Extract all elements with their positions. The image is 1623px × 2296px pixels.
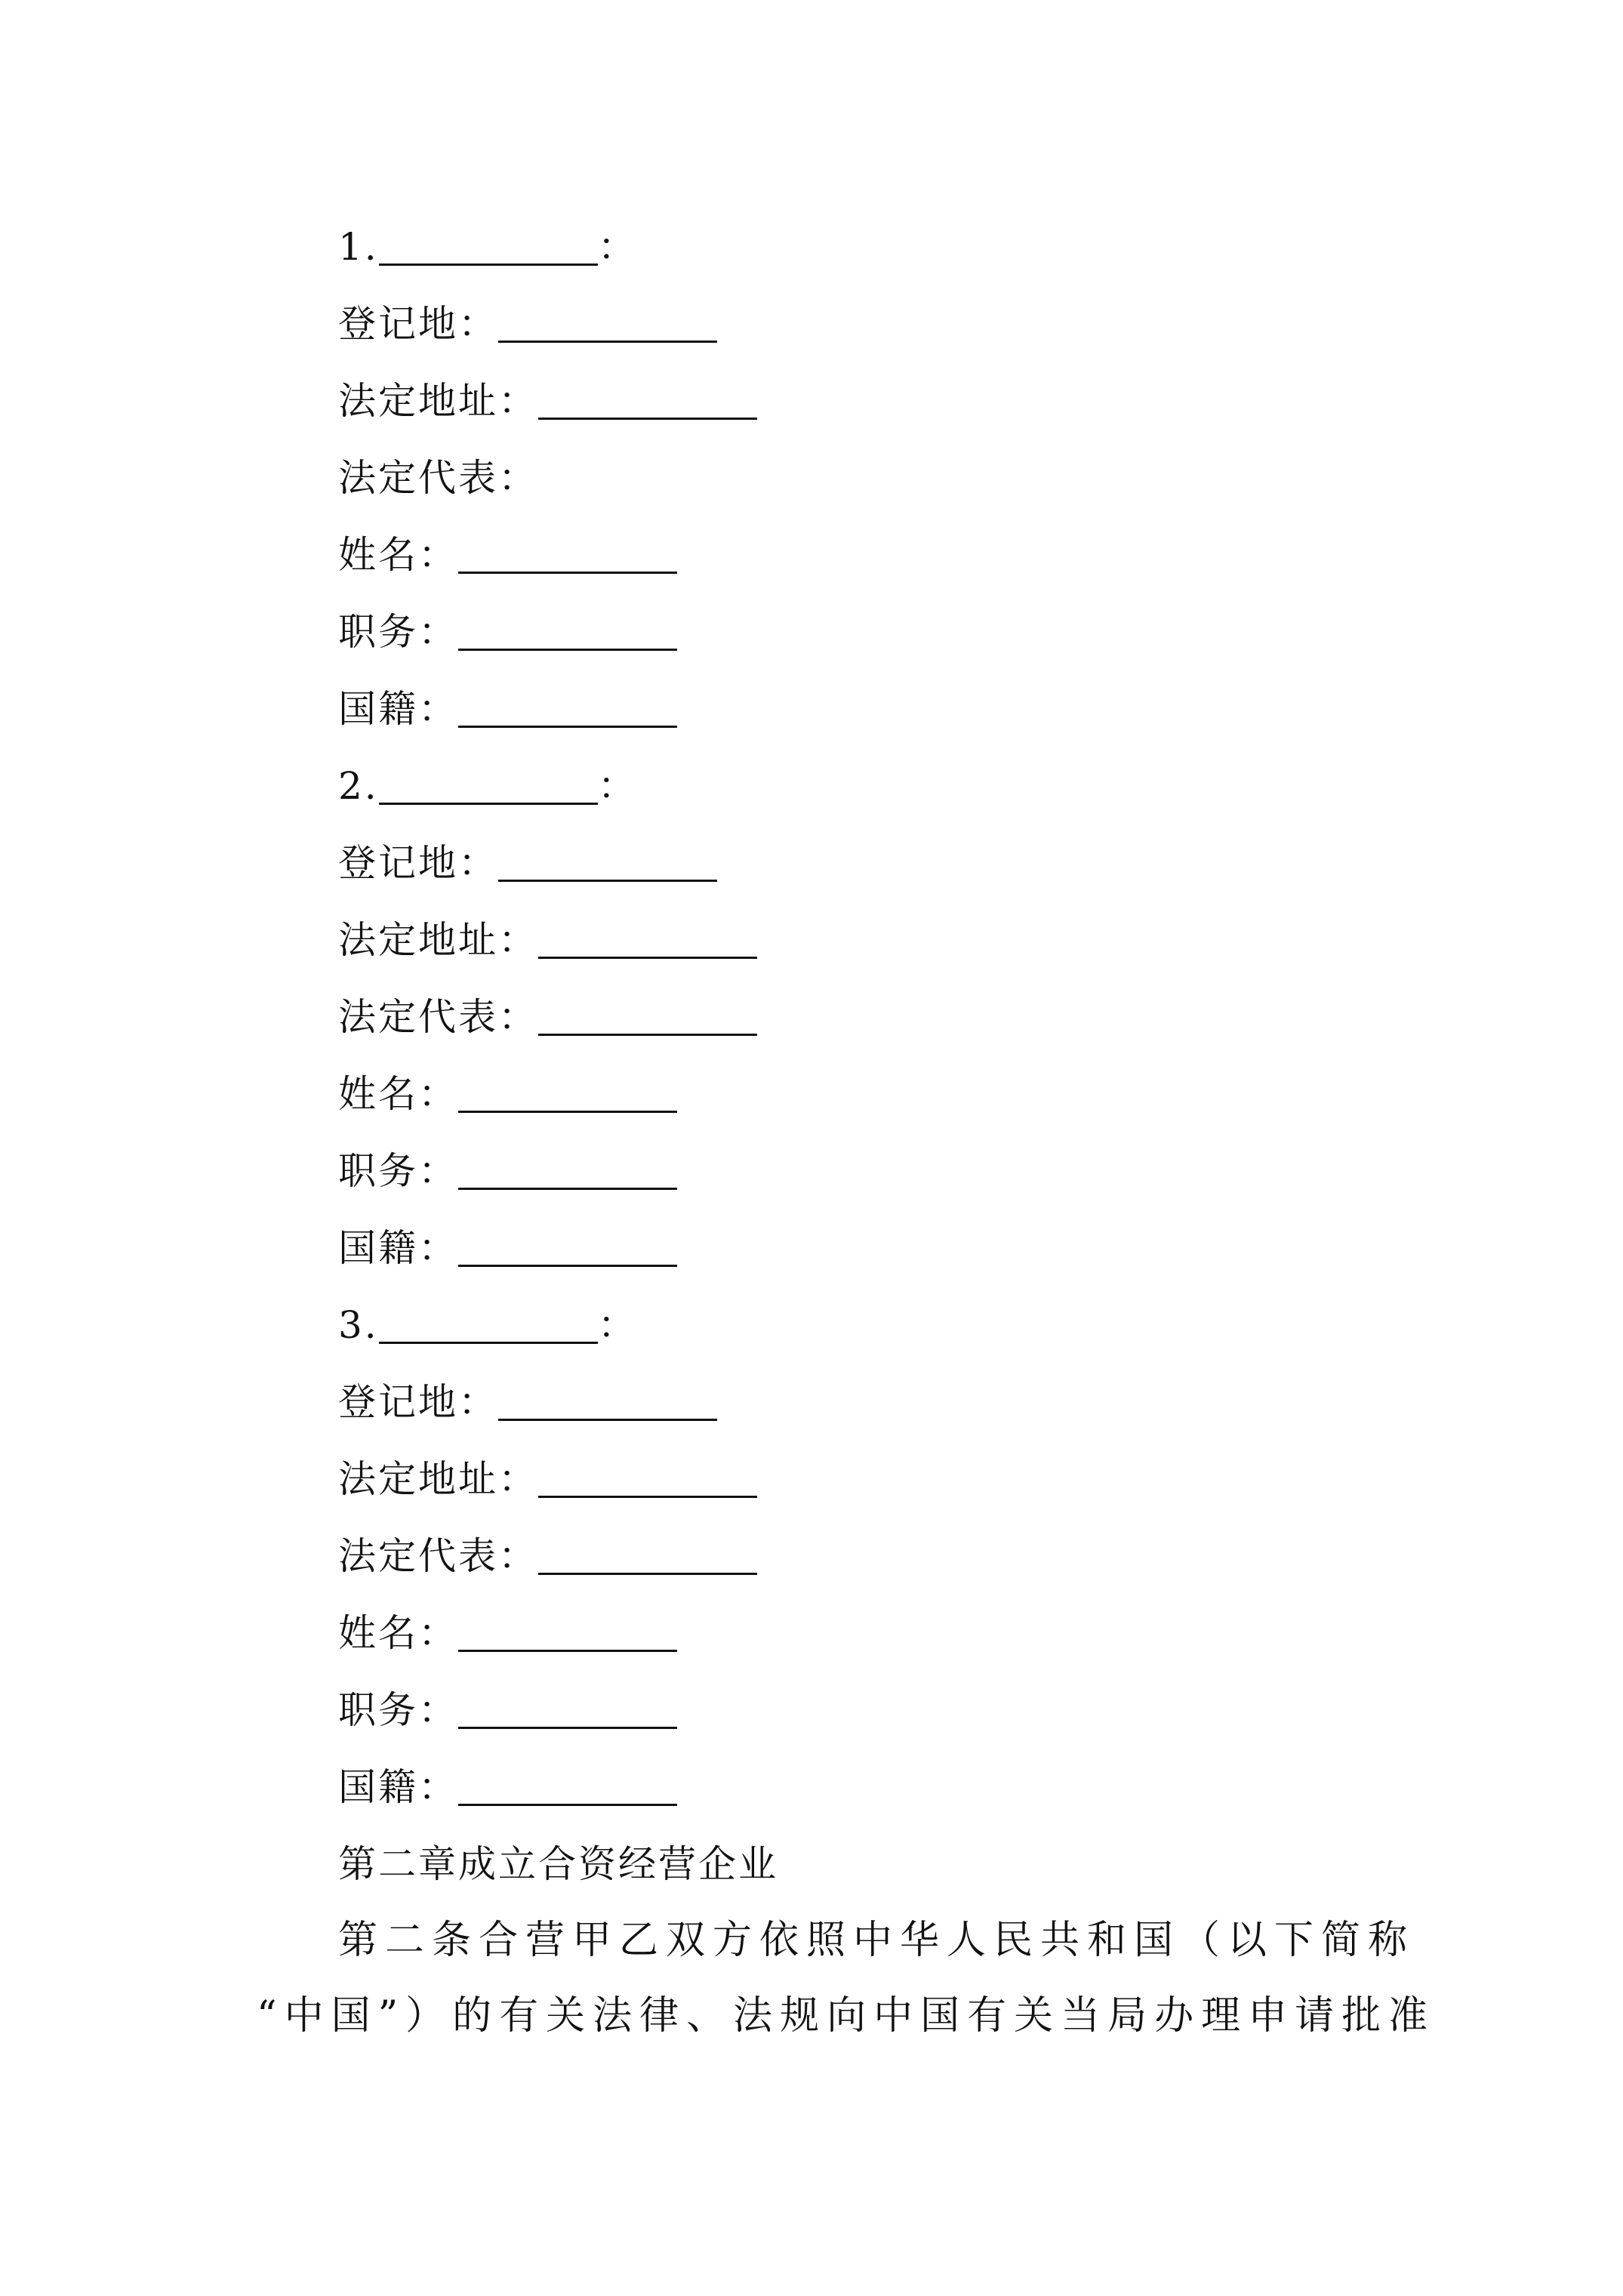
registration-blank: [498, 1379, 717, 1421]
party-1-representative: [338, 451, 538, 504]
registration-label: 登记地：: [338, 841, 498, 885]
address-blank: [538, 917, 757, 959]
party-colon: ：: [597, 1303, 638, 1347]
party-2-nationality: [338, 1222, 677, 1274]
chapter-heading: 第二章成立合资经营企业: [338, 1842, 778, 1886]
position-label: 职务：: [338, 610, 458, 654]
address-blank: [538, 378, 757, 420]
nationality-label: 国籍：: [338, 1765, 458, 1809]
article-line-1: 第二条合营甲乙双方依照中华人民共和国（以下简称: [338, 1918, 1415, 1963]
address-label: 法定地址：: [338, 379, 538, 423]
party-1-nationality: [338, 683, 677, 735]
party-3-address: [338, 1453, 757, 1505]
representative-label: 法定代表：: [338, 456, 538, 500]
representative-label: 法定代表：: [338, 995, 538, 1039]
nationality-label: 国籍：: [338, 687, 458, 731]
position-label: 职务：: [338, 1149, 458, 1193]
registration-label: 登记地：: [338, 1380, 498, 1424]
party-2-name: [338, 1068, 677, 1120]
party-2-representative: [338, 991, 757, 1043]
address-blank: [538, 1456, 757, 1498]
party-1-registration: [338, 297, 717, 350]
name-label: 姓名：: [338, 1611, 458, 1655]
party-1-heading: [338, 220, 638, 273]
party-3-nationality: [338, 1761, 677, 1814]
position-blank: [458, 609, 677, 651]
article-line-2: “中国”）的有关法律、法规向中国有关当局办理申请批准: [257, 1993, 1436, 2039]
name-blank: [458, 1071, 677, 1113]
name-blank: [458, 532, 677, 574]
party-1-position: [338, 606, 677, 658]
position-blank: [458, 1148, 677, 1190]
nationality-blank: [458, 1225, 677, 1267]
party-name-blank: [379, 763, 598, 805]
registration-label: 登记地：: [338, 302, 498, 346]
address-label: 法定地址：: [338, 1457, 538, 1501]
party-2-address: [338, 914, 757, 966]
name-label: 姓名：: [338, 1072, 458, 1116]
party-3-position: [338, 1684, 677, 1737]
name-blank: [458, 1610, 677, 1652]
registration-blank: [498, 301, 717, 343]
party-name-blank: [379, 1302, 598, 1344]
party-number: 2.: [338, 764, 379, 808]
party-colon: ：: [597, 764, 638, 808]
address-label: 法定地址：: [338, 918, 538, 962]
name-label: 姓名：: [338, 533, 458, 577]
party-name-blank: [379, 224, 598, 266]
position-label: 职务：: [338, 1688, 458, 1732]
party-colon: ：: [597, 225, 638, 269]
party-3-name: [338, 1607, 677, 1660]
party-2-registration: [338, 837, 717, 889]
representative-label: 法定代表：: [338, 1534, 538, 1578]
nationality-blank: [458, 1764, 677, 1806]
representative-blank: [538, 994, 757, 1036]
party-3-registration: [338, 1376, 717, 1428]
representative-blank: [538, 1533, 757, 1575]
party-number: 1.: [338, 225, 379, 269]
party-1-name: [338, 529, 677, 581]
party-1-address: [338, 374, 757, 427]
nationality-blank: [458, 686, 677, 728]
party-3-heading: [338, 1299, 638, 1351]
party-2-position: [338, 1145, 677, 1197]
position-blank: [458, 1687, 677, 1729]
party-3-representative: [338, 1530, 757, 1583]
party-number: 3.: [338, 1303, 379, 1347]
registration-blank: [498, 840, 717, 882]
party-2-heading: [338, 760, 638, 812]
nationality-label: 国籍：: [338, 1226, 458, 1270]
